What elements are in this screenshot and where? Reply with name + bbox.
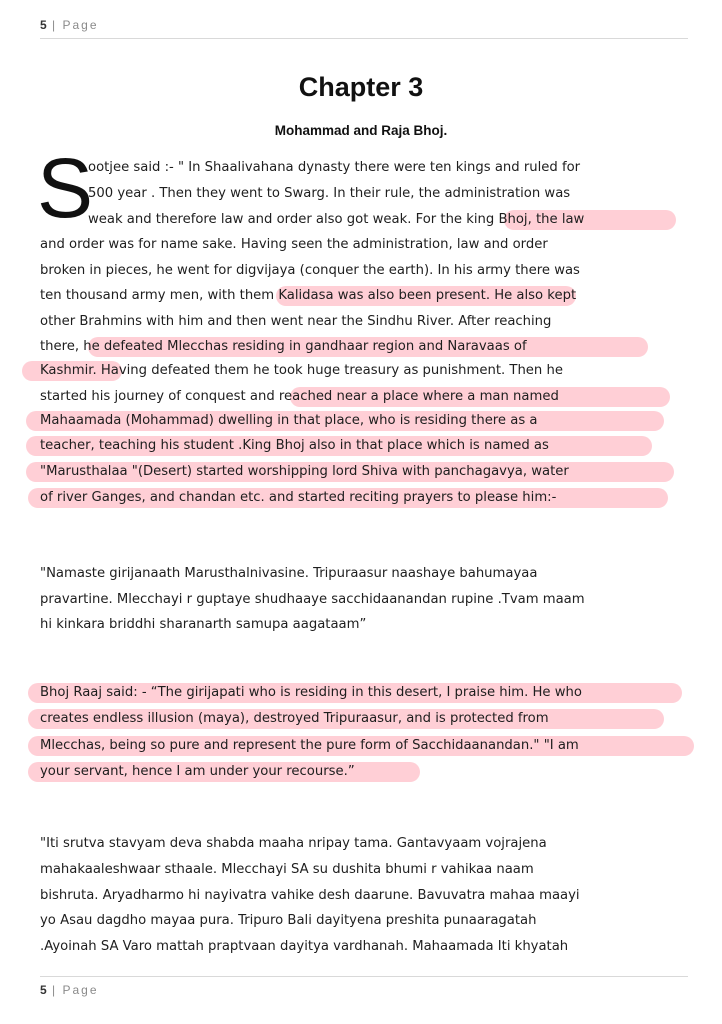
text-line: weak and therefore law and order also got weak. For the king Bhoj, the law [88,212,585,227]
text-line: broken in pieces, he went for digvijaya (conquer the earth). In his army there was [40,263,580,278]
text-line: and order was for name sake. Having seen the administration, law and order [40,237,548,252]
text-line: teacher, teaching his student .King Bhoj also in that place which is named as [40,438,549,453]
header-page-number: 5 [40,18,47,32]
text-line: mahakaaleshwaar sthaale. Mlecchayi SA su dushita bhumi r vahikaa naam [40,862,534,877]
chapter-title: Chapter 3 [298,72,424,102]
text-line: bishruta. Aryadharmo hi nayivatra vahike desh daarune. Bavuvatra mahaa maayi [40,888,580,903]
chapter-subtitle: Mohammad and Raja Bhoj. [274,123,448,138]
text-line: started his journey of conquest and reached near a place where a man named [40,389,559,404]
text-line: ten thousand army men, with them Kalidasa was also been present. He also kept [40,288,577,303]
header-page-word: Page [62,18,99,32]
text-line: of river Ganges, and chandan etc. and started reciting prayers to please him:- [40,490,557,505]
drop-cap: S [37,141,94,235]
text-line: ootjee said :- " In Shaalivahana dynasty there were ten kings and ruled for [88,160,581,175]
text-line: "Marusthalaa "(Desert) started worshipping lord Shiva with panchagavya, water [40,464,569,479]
text-line: other Brahmins with him and then went near the Sindhu River. After reaching [40,314,552,329]
text-line: pravartine. Mlecchayi r guptaye shudhaaye sacchidaanandan rupine .Tvam maam [40,592,585,607]
page-footer [40,976,688,997]
text-line: there, he defeated Mlecchas residing in gandhaar region and Naravaas of [40,339,527,354]
text-line: Mahaamada (Mohammad) dwelling in that place, who is residing there as a [40,413,538,428]
text-line: 500 year . Then they went to Swarg. In their rule, the administration was [88,186,571,201]
footer-page-word: Page [62,983,99,997]
text-line: Mlecchas, being so pure and represent the pure form of Sacchidaanandan." "I am [40,738,579,753]
header-separator: | [46,18,63,32]
text-line: your servant, hence I am under your recourse.” [40,764,355,779]
text-line: yo Asau dagdho mayaa pura. Tripuro Bali dayityena preshita punaaragatah [40,913,537,928]
text-line: hi kinkara briddhi sharanarth samupa aagataam” [40,617,367,632]
text-line: .Ayoinah SA Varo mattah praptvaan dayitya vardhanah. Mahaamada Iti khyatah [40,939,569,954]
footer-page-number: 5 [40,983,47,997]
text-line: creates endless illusion (maya), destroyed Tripuraasur, and is protected from [40,711,549,726]
footer-separator: | [46,983,63,997]
text-line: "Namaste girijanaath Marusthalnivasine. Tripuraasur naashaye bahumayaa [40,566,538,581]
page-header [40,18,688,39]
text-line: Kashmir. Having defeated them he took huge treasury as punishment. Then he [40,363,563,378]
text-line: Bhoj Raaj said: - “The girijapati who is residing in this desert, I praise him. He who [40,685,582,700]
text-line: "Iti srutva stavyam deva shabda maaha nripay tama. Gantavyaam vojrajena [40,836,547,851]
